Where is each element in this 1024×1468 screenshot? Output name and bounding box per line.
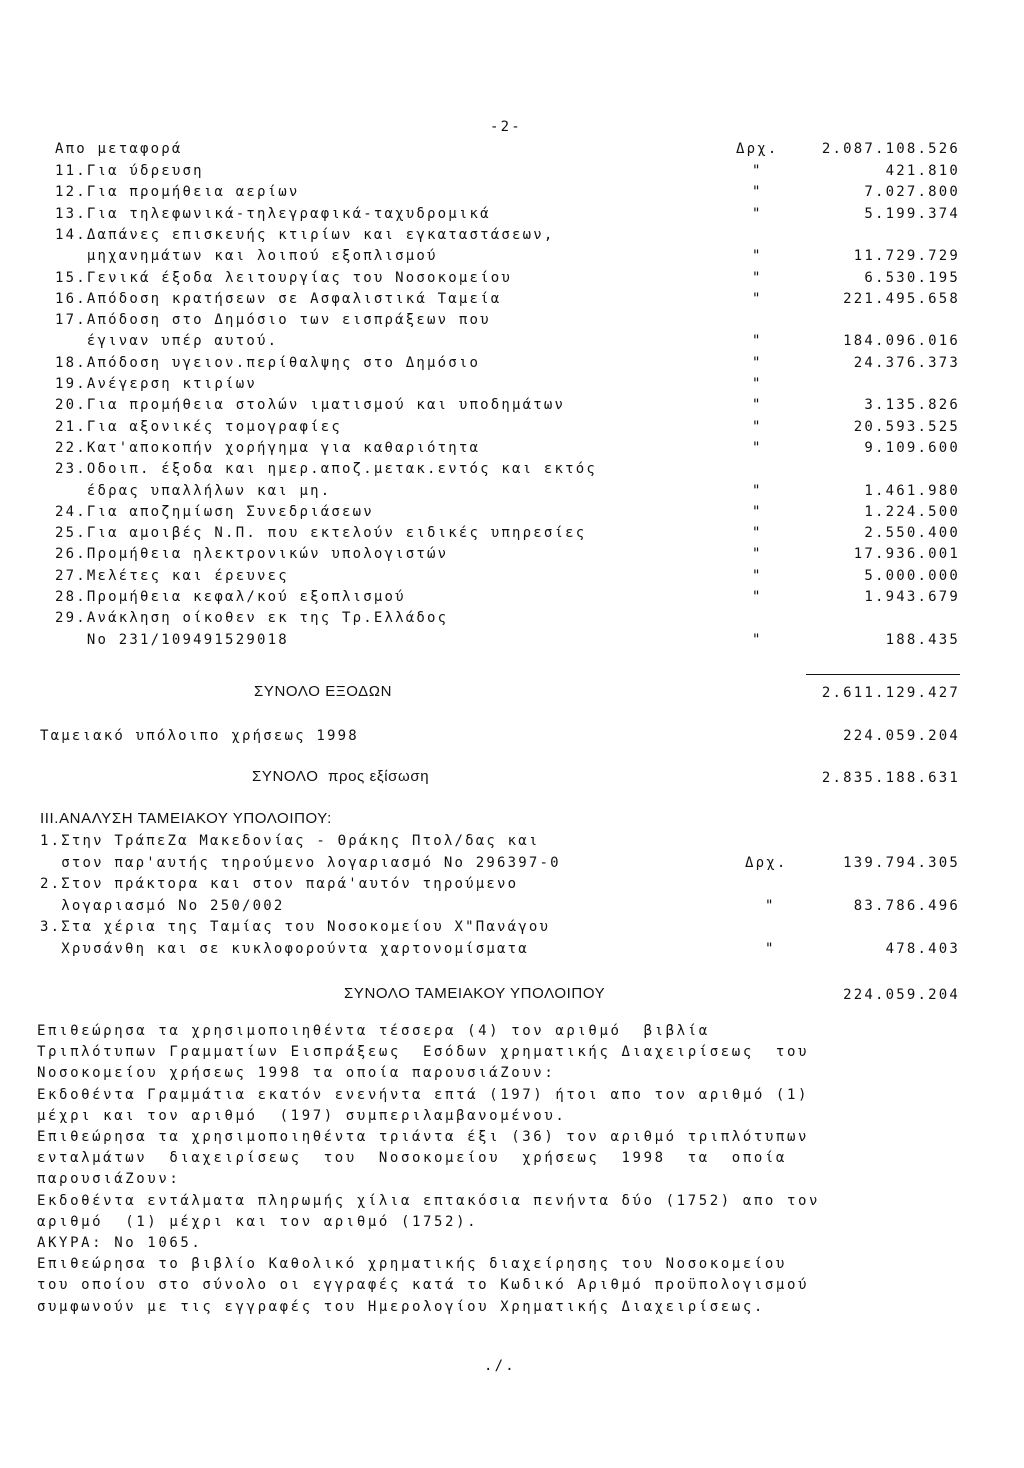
page-number: -2- bbox=[490, 119, 522, 135]
expense-item-amount: 188.435 bbox=[885, 631, 960, 648]
expense-item-line: 22.Κατ'αποκοπήν χορήγημα για καθαριότητα bbox=[55, 439, 481, 456]
expense-item-line: έδρας υπαλλήλων και μη. bbox=[55, 482, 332, 499]
analysis-heading: III.ΑΝΑΛΥΣΗ ΤΑΜΕΙΑΚΟΥ ΥΠΟΛΟΙΠΟΥ: bbox=[40, 810, 332, 827]
expense-item-line: 14.Δαπάνες επισκευής κτιρίων και εγκαταστάσεων, bbox=[55, 226, 555, 243]
paragraph-line: συμφωνούν με τις εγγραφές του Ημερολογίου Χρηματικής Διαχειρίσεως. bbox=[37, 1298, 765, 1315]
analysis-item-mark: " bbox=[765, 897, 776, 914]
analysis-item-line: 3.Στα χέρια της Ταμίας του Νοσοκομείου Χ"Πανάγου bbox=[40, 919, 551, 935]
expense-item-amount: 24.376.373 bbox=[853, 354, 960, 371]
analysis-item-line: λογαριασμό Νο 250/002 bbox=[40, 897, 285, 914]
expense-item-mark: " bbox=[752, 397, 763, 414]
expense-item-line: Νο 231/109491529018 bbox=[55, 631, 289, 648]
expense-item-mark: " bbox=[752, 333, 763, 350]
analysis-item-mark: " bbox=[765, 940, 776, 957]
expense-item-amount: 184.096.016 bbox=[843, 333, 960, 350]
expense-item-line: μηχανημάτων και λοιπού εξοπλισμού bbox=[55, 248, 438, 265]
analysis-item-amount: 83.786.496 bbox=[853, 897, 960, 914]
expense-item-mark: " bbox=[752, 418, 763, 435]
analysis-item-amount: 139.794.305 bbox=[843, 854, 960, 871]
expense-item-mark: " bbox=[752, 503, 763, 520]
paragraph-line: ΑΚΥΡΑ: Νο 1065. bbox=[37, 1235, 203, 1251]
paragraph-line: Επιθεώρησα τα χρησιμοποιηθέντα τριάντα έξι (36) τον αριθμό τριπλότυπων bbox=[37, 1129, 810, 1145]
expense-item-line: 16.Απόδοση κρατήσεων σε Ασφαλιστικά Ταμεία bbox=[55, 290, 502, 307]
expense-item-mark: " bbox=[752, 184, 763, 201]
expense-item-mark: " bbox=[752, 248, 763, 265]
paragraph-line: Τριπλότυπων Γραμματίων Εισπράξεως Εσόδων χρηματικής Διαχειρίσεως του bbox=[37, 1044, 810, 1061]
carry-amount: 2.087.108.526 bbox=[821, 141, 960, 157]
expense-item-amount: 9.109.600 bbox=[864, 439, 960, 456]
paragraph-line: Επιθεώρησα τα χρησιμοποιηθέντα τέσσερα (4) τον αριθμό βιβλία bbox=[37, 1023, 710, 1039]
expense-item-line: 20.Για προμήθεια στολών ιματισμού και υποδημάτων bbox=[55, 397, 566, 414]
expense-item-line: 11.Για ύδρευση bbox=[55, 163, 204, 179]
expense-item-line: 19.Ανέγερση κτιρίων bbox=[55, 376, 257, 392]
expense-item-amount: 1.224.500 bbox=[864, 503, 960, 520]
paragraph-line: Νοσοκομείου χρήσεως 1998 τα οποία παρουσιάΖουν: bbox=[37, 1065, 556, 1082]
expense-item-mark: " bbox=[752, 589, 763, 605]
expense-item-amount: 7.027.800 bbox=[864, 184, 960, 201]
expense-item-mark: " bbox=[752, 631, 763, 648]
expense-item-amount: 6.530.195 bbox=[864, 269, 960, 286]
expense-item-line: 23.Οδοιπ. έξοδα και ημερ.αποζ.μετακ.εντός και εκτός bbox=[55, 461, 598, 478]
analysis-item-mark: Δρχ. bbox=[745, 854, 788, 871]
expense-item-mark: " bbox=[752, 354, 763, 371]
total-expenses-label: ΣΥΝΟΛΟ ΕΞΟΔΩΝ bbox=[254, 683, 393, 700]
paragraph-line: αριθμό (1) μέχρι και τον αριθμό (1752). bbox=[37, 1213, 479, 1230]
expense-item-amount: 17.936.001 bbox=[853, 546, 960, 563]
paragraph-line: του οποίου στο σύνολο οι εγγραφές κατά το Κωδικό Αριθμό προϋπολογισμού bbox=[37, 1277, 810, 1294]
expense-item-amount: 5.000.000 bbox=[864, 567, 960, 584]
analysis-item-line: Χρυσάνθη και σε κυκλοφορούντα χαρτονομίσματα bbox=[40, 940, 529, 957]
expense-item-line: 12.Για προμήθεια αερίων bbox=[55, 184, 300, 201]
analysis-item-line: στον παρ'αυτής τηρούμενο λογαριασμό Νο 296397-0 bbox=[40, 854, 561, 871]
expense-item-amount: 20.593.525 bbox=[853, 418, 960, 435]
expense-item-line: 15.Γενικά έξοδα λειτουργίας του Νοσοκομείου bbox=[55, 269, 513, 286]
analysis-item-amount: 478.403 bbox=[885, 940, 960, 957]
paragraph-line: Εκδοθέντα Γραμμάτια εκατόν ενενήντα επτά (197) ήτοι απο τον αριθμό (1) bbox=[37, 1086, 810, 1103]
carry-label: Απο μεταφορά bbox=[55, 141, 183, 157]
expense-item-amount: 1.943.679 bbox=[864, 589, 960, 605]
expense-item-line: 27.Μελέτες και έρευνες bbox=[55, 567, 289, 584]
expense-item-mark: " bbox=[752, 290, 763, 307]
expense-item-mark: " bbox=[752, 439, 763, 456]
expense-item-line: 26.Προμήθεια ηλεκτρονικών υπολογιστών bbox=[55, 546, 449, 563]
expense-item-line: 24.Για αποζημίωση Συνεδριάσεων bbox=[55, 503, 374, 520]
expense-item-amount: 3.135.826 bbox=[864, 397, 960, 414]
analysis-total-label: ΣΥΝΟΛΟ ΤΑΜΕΙΑΚΟΥ ΥΠΟΛΟΙΠΟΥ bbox=[344, 985, 606, 1002]
expense-item-line: έγιναν υπέρ αυτού. bbox=[55, 333, 279, 350]
analysis-total-amount: 224.059.204 bbox=[843, 987, 960, 1003]
expense-item-line: 21.Για αξονικές τομογραφίες bbox=[55, 418, 342, 435]
paragraph-line: Εκδοθέντα εντάλματα πληρωμής χίλια επτακόσια πενήντα δύο (1752) απο τον bbox=[37, 1192, 821, 1209]
expense-item-line: 29.Ανάκληση οίκοθεν εκ της Τρ.Ελλάδος bbox=[55, 610, 449, 627]
expense-item-line: 18.Απόδοση υγειον.περίθαλψης στο Δημόσιο bbox=[55, 354, 481, 371]
expense-item-amount: 421.810 bbox=[885, 163, 960, 179]
expense-item-mark: " bbox=[752, 567, 763, 584]
footer-mark: ./. bbox=[484, 1358, 516, 1374]
expense-item-mark: " bbox=[752, 205, 763, 222]
paragraph-line: παρουσιάΖουν: bbox=[37, 1171, 181, 1188]
expense-item-line: 28.Προμήθεια κεφαλ/κού εξοπλισμού bbox=[55, 589, 406, 605]
expense-item-amount: 2.550.400 bbox=[864, 525, 960, 542]
expense-item-mark: " bbox=[752, 163, 763, 179]
expense-item-mark: " bbox=[752, 482, 763, 499]
expense-item-amount: 1.461.980 bbox=[864, 482, 960, 499]
total-expenses-amount: 2.611.129.427 bbox=[821, 685, 960, 701]
paragraph-line: Επιθεώρησα το βιβλίο Καθολικό χρηματικής διαχείρησης του Νοσοκομείου bbox=[37, 1256, 787, 1273]
total-balance-amount: 2.835.188.631 bbox=[821, 770, 960, 786]
expense-item-line: 17.Απόδοση στο Δημόσιο των εισπράξεων που bbox=[55, 312, 491, 329]
expense-item-amount: 221.495.658 bbox=[843, 290, 960, 307]
cash-balance-label: Ταμειακό υπόλοιπο χρήσεως 1998 bbox=[40, 728, 359, 744]
cash-balance-amount: 224.059.204 bbox=[843, 728, 960, 744]
carry-currency: Δρχ. bbox=[736, 141, 779, 157]
expense-item-line: 13.Για τηλεφωνικά-τηλεγραφικά-ταχυδρομικά bbox=[55, 205, 491, 222]
expense-item-amount: 5.199.374 bbox=[864, 205, 960, 222]
total-balance-label: ΣΥΝΟΛΟ προς εξίσωση bbox=[252, 768, 430, 785]
analysis-item-line: 1.Στην ΤράπεΖα Μακεδονίας - Θράκης Πτολ/δας και bbox=[40, 833, 540, 849]
expense-item-mark: " bbox=[752, 376, 763, 392]
expense-item-mark: " bbox=[752, 269, 763, 286]
analysis-item-line: 2.Στον πράκτορα και στον παρά'αυτόν τηρούμενο bbox=[40, 876, 519, 892]
paragraph-line: μέχρι και τον αριθμό (197) συμπεριλαμβανομένου. bbox=[37, 1107, 567, 1124]
expense-item-amount: 11.729.729 bbox=[853, 248, 960, 265]
expense-item-line: 25.Για αμοιβές Ν.Π. που εκτελούν ειδικές υπηρεσίες bbox=[55, 525, 587, 542]
total-rule bbox=[806, 674, 960, 675]
expense-item-mark: " bbox=[752, 525, 763, 542]
expense-item-mark: " bbox=[752, 546, 763, 563]
paragraph-line: ενταλμάτων διαχειρίσεως του Νοσοκομείου χρήσεως 1998 τα οποία bbox=[37, 1150, 787, 1167]
